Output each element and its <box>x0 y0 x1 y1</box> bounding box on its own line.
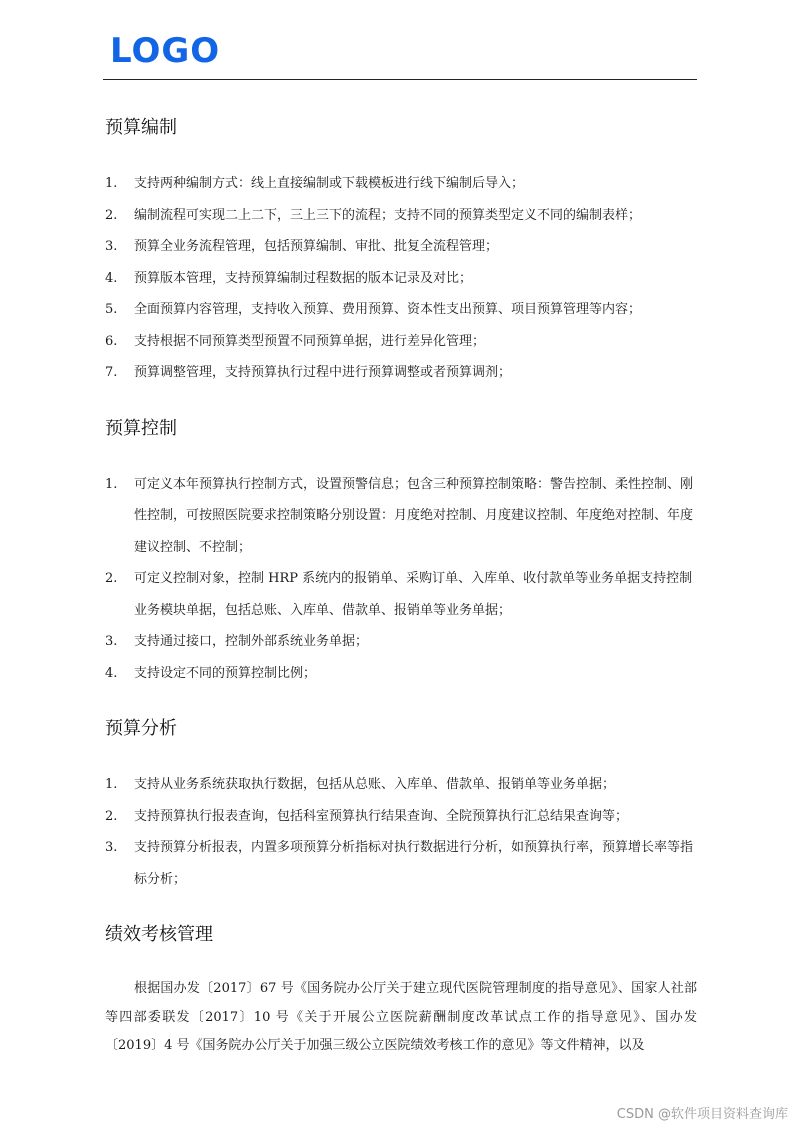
budget-analysis-list <box>105 769 697 895</box>
header-divider <box>103 79 697 80</box>
section-title-budget-control: 预算控制 <box>105 417 177 439</box>
budget-control-list <box>105 469 697 690</box>
list-item: 4. 预算版本管理，支持预算编制过程数据的版本记录及对比； <box>105 270 473 286</box>
list-item: 2. 可定义控制对象，控制 HRP 系统内的报销单、采购订单、入库单、收付款单等业务单据支持控制业务模块单据，包括总账、入库单、借款单、报销单等业务单据； <box>105 571 693 618</box>
budget-preparation-list <box>105 168 697 389</box>
section-title-budget-preparation: 预算编制 <box>105 117 177 138</box>
section-title-budget-analysis: 预算分析 <box>105 718 177 739</box>
list-item: 5. 全面预算内容管理，支持收入预算、费用预算、资本性支出预算、项目预算管理等内容； <box>105 302 642 317</box>
list-item: 1. 支持两种编制方式：线上直接编制或下载模板进行线下编制后导入； <box>105 176 525 191</box>
section-title-performance: 绩效考核管理 <box>105 924 213 945</box>
watermark: CSDN @软件项目资料查询库 <box>616 1107 788 1122</box>
document-body <box>105 108 697 1061</box>
list-item: 2. 编制流程可实现二上二下，三上三下的流程；支持不同的预算类型定义不同的编制表样； <box>105 207 642 223</box>
logo: LOGO <box>110 31 221 71</box>
list-item: 6. 支持根据不同预算类型预置不同预算单据，进行差异化管理； <box>105 333 486 349</box>
list-item: 1. 支持从业务系统获取执行数据，包括从总账、入库单、借款单、报销单等业务单据； <box>105 777 616 792</box>
list-item: 3. 支持通过接口，控制外部系统业务单据； <box>105 634 369 649</box>
list-item: 1. 可定义本年预算执行控制方式，设置预警信息；包含三种预算控制策略：警告控制、柔性控制、刚性控制，可按照医院要求控制策略分别设置：月度绝对控制、月度建议控制、年度绝对控制、年度建议控制、不控制； <box>105 476 694 555</box>
list-item: 2. 支持预算执行报表查询，包括科室预算执行结果查询、全院预算执行汇总结果查询等； <box>105 808 629 824</box>
list-item: 3. 支持预算分析报表，内置多项预算分析指标对执行数据进行分析，如预算执行率，预算增长率等指标分析； <box>105 840 694 887</box>
list-item: 4. 支持设定不同的预算控制比例； <box>105 665 317 681</box>
list-item: 3. 预算全业务流程管理，包括预算编制、审批、批复全流程管理； <box>105 239 499 254</box>
list-item: 7. 预算调整管理，支持预算执行过程中进行预算调整或者预算调剂； <box>105 365 512 380</box>
performance-paragraph: 根据国办发〔2017〕67 号《国务院办公厅关于建立现代医院管理制度的指导意见》、国家人社部等四部委联发〔2017〕10 号《关于开展公立医院薪酬制度改革试点工作的指导意见》、国办发〔2019〕4 号《国务院办公厅关于加强三级公立医院绩效考核工作的意见》等文件精神，以及 <box>105 981 697 1053</box>
